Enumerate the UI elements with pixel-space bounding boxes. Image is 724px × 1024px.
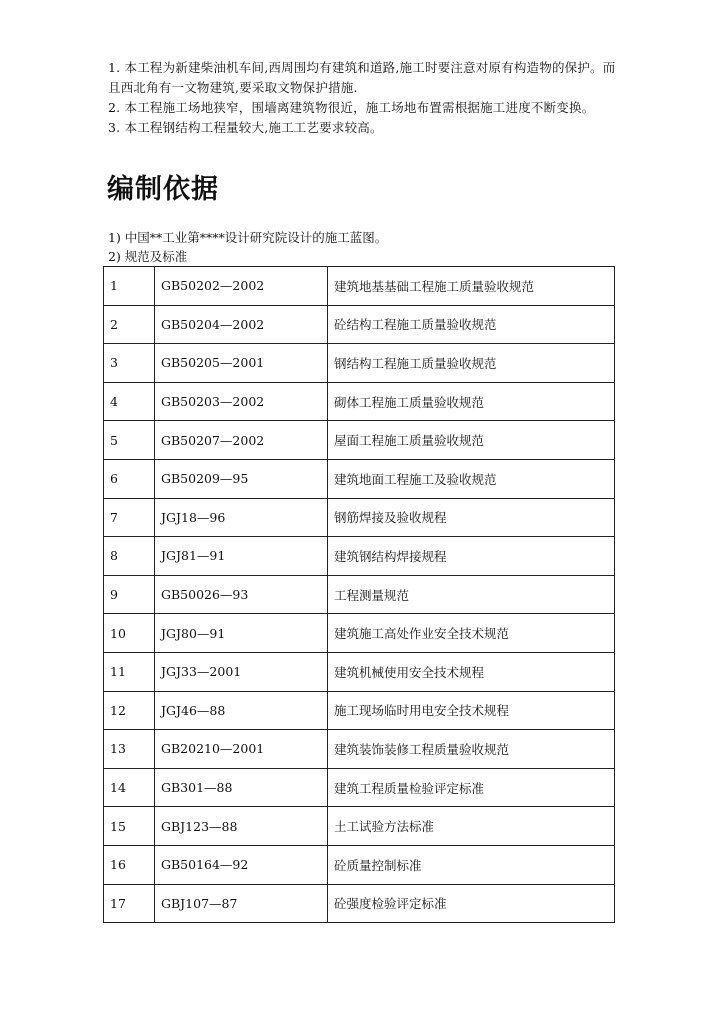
row-number-cell: 4 [104,382,155,421]
standard-title-cell: 砌体工程施工质量验收规范 [328,382,615,421]
intro-line: 1. 本工程为新建柴油机车间,西周围均有建筑和道路,施工时要注意对原有构造物的保护。而 [108,60,616,75]
table-row [104,537,615,576]
standard-title-cell: 建筑工程质量检验评定标准 [328,768,615,807]
standard-title-cell: 砼强度检验评定标准 [328,884,615,923]
standard-title-cell: 建筑地面工程施工及验收规范 [328,459,615,498]
row-number-cell: 17 [104,884,155,923]
standard-code-cell: JGJ80—91 [155,614,328,653]
row-number-cell: 6 [104,459,155,498]
standard-code-cell: GBJ107—87 [155,884,328,923]
standard-code-cell: GB50205—2001 [155,344,328,383]
table-row [104,344,615,383]
table-row [104,691,615,730]
basis-item: 2) 规范及标准 [108,249,188,264]
table-row [104,421,615,460]
row-number-cell: 13 [104,730,155,769]
row-number-cell: 14 [104,768,155,807]
standard-title-cell: 工程测量规范 [328,575,615,614]
row-number-cell: 3 [104,344,155,383]
standards-table-body [104,267,615,923]
standard-title-cell: 钢结构工程施工质量验收规范 [328,344,615,383]
standard-title-cell: 建筑施工高处作业安全技术规范 [328,614,615,653]
standard-code-cell: JGJ18—96 [155,498,328,537]
table-row [104,459,615,498]
intro-paragraphs [108,58,618,138]
standard-title-cell: 施工现场临时用电安全技术规程 [328,691,615,730]
intro-line: 3. 本工程钢结构工程量较大,施工工艺要求较高。 [108,120,383,135]
standard-title-cell: 建筑机械使用安全技术规程 [328,652,615,691]
standard-title-cell: 砼结构工程施工质量验收规范 [328,305,615,344]
standard-title-cell: 钢筋焊接及验收规程 [328,498,615,537]
row-number-cell: 15 [104,807,155,846]
row-number-cell: 2 [104,305,155,344]
standard-title-cell: 建筑装饰装修工程质量验收规范 [328,730,615,769]
standard-code-cell: JGJ81—91 [155,537,328,576]
standard-title-cell: 建筑地基基础工程施工质量验收规范 [328,267,615,306]
table-row [104,652,615,691]
table-row [104,498,615,537]
standard-title-cell: 土工试验方法标准 [328,807,615,846]
row-number-cell: 10 [104,614,155,653]
row-number-cell: 16 [104,845,155,884]
table-row [104,614,615,653]
table-row [104,267,615,306]
table-row [104,845,615,884]
standard-code-cell: GB50026—93 [155,575,328,614]
row-number-cell: 5 [104,421,155,460]
standard-code-cell: GB50202—2002 [155,267,328,306]
standard-title-cell: 砼质量控制标准 [328,845,615,884]
standard-code-cell: JGJ46—88 [155,691,328,730]
table-row [104,884,615,923]
standard-code-cell: GBJ123—88 [155,807,328,846]
table-row [104,382,615,421]
standard-title-cell: 屋面工程施工质量验收规范 [328,421,615,460]
standard-code-cell: GB50207—2002 [155,421,328,460]
row-number-cell: 9 [104,575,155,614]
standard-code-cell: GB50204—2002 [155,305,328,344]
standards-table [103,266,615,923]
table-row [104,575,615,614]
table-row [104,768,615,807]
row-number-cell: 1 [104,267,155,306]
standard-code-cell: GB20210—2001 [155,730,328,769]
table-row [104,730,615,769]
section-heading: 编制依据 [107,174,219,205]
table-row [104,305,615,344]
intro-line: 2. 本工程施工场地狭窄，围墙离建筑物很近，施工场地布置需根据施工进度不断变换。 [108,100,595,115]
standard-title-cell: 建筑钢结构焊接规程 [328,537,615,576]
standard-code-cell: GB50164—92 [155,845,328,884]
row-number-cell: 7 [104,498,155,537]
intro-line: 且西北角有一文物建筑,要采取文物保护措施. [108,80,358,95]
basis-item: 1) 中国**工业第****设计研究院设计的施工蓝图。 [108,230,388,245]
table-row [104,807,615,846]
row-number-cell: 12 [104,691,155,730]
standard-code-cell: GB50203—2002 [155,382,328,421]
row-number-cell: 11 [104,652,155,691]
basis-list [108,228,387,266]
row-number-cell: 8 [104,537,155,576]
standard-code-cell: GB301—88 [155,768,328,807]
standard-code-cell: JGJ33—2001 [155,652,328,691]
standard-code-cell: GB50209—95 [155,459,328,498]
